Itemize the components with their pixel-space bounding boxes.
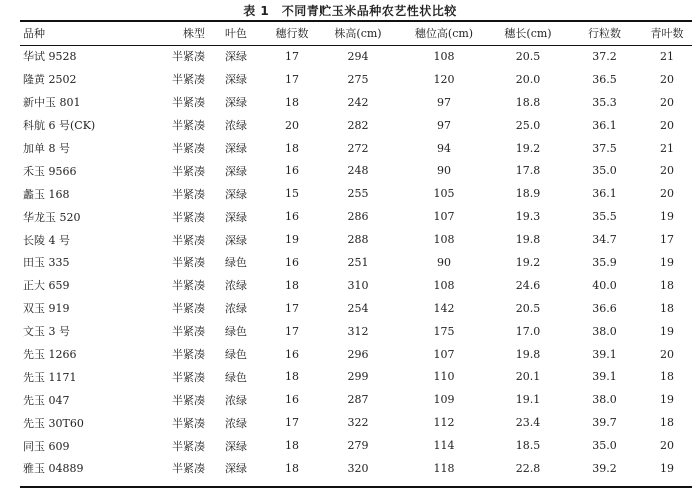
- cell-ear-length: 19.1: [515, 393, 541, 407]
- cell-leaf-color: 浓绿: [225, 119, 247, 133]
- cell-ear-rows: 16: [285, 393, 299, 407]
- cell-variety: 先玉 30T60: [23, 416, 84, 430]
- table-row: [20, 320, 692, 343]
- cell-plant-height: 242: [347, 95, 369, 109]
- cell-green-leaves: 19: [660, 393, 674, 407]
- cell-leaf-color: 深绿: [225, 164, 247, 178]
- cell-leaf-color: 浓绿: [225, 302, 247, 316]
- cell-green-leaves: 20: [660, 439, 674, 453]
- cell-green-leaves: 17: [660, 233, 674, 247]
- cell-ear-length: 19.2: [515, 141, 541, 155]
- cell-kernels-per-row: 39.2: [592, 461, 617, 475]
- cell-ear-rows: 18: [285, 439, 299, 453]
- cell-ear-rows: 17: [285, 49, 299, 63]
- cell-ear-rows: 17: [285, 72, 299, 86]
- cell-plant-type: 半紧凑: [172, 210, 205, 224]
- table-row: [20, 159, 692, 182]
- table-row: [20, 205, 692, 228]
- cell-plant-height: 299: [347, 370, 369, 384]
- cell-ear-length: 18.5: [515, 439, 541, 453]
- cell-plant-type: 半紧凑: [172, 96, 205, 110]
- cell-ear-height: 108: [433, 278, 455, 292]
- cell-kernels-per-row: 35.9: [592, 255, 617, 269]
- cell-leaf-color: 绿色: [225, 256, 247, 270]
- cell-ear-length: 25.0: [515, 118, 541, 132]
- header-ear-rows: 穗行数: [275, 27, 309, 40]
- cell-plant-height: 294: [347, 49, 369, 63]
- cell-ear-length: 20.0: [515, 72, 541, 86]
- cell-ear-rows: 17: [285, 324, 299, 338]
- cell-green-leaves: 20: [660, 187, 674, 201]
- cell-ear-rows: 18: [285, 370, 299, 384]
- table-row: [20, 434, 692, 457]
- cell-kernels-per-row: 40.0: [592, 278, 617, 292]
- table-row: [20, 251, 692, 274]
- cell-plant-type: 半紧凑: [172, 256, 205, 270]
- cell-plant-height: 272: [347, 141, 369, 155]
- cell-ear-rows: 16: [285, 210, 299, 224]
- cell-leaf-color: 深绿: [225, 73, 247, 87]
- cell-ear-rows: 19: [285, 233, 299, 247]
- cell-variety: 田玉 335: [23, 256, 70, 270]
- cell-plant-height: 251: [347, 255, 369, 269]
- cell-leaf-color: 深绿: [225, 210, 247, 224]
- table-row: [20, 137, 692, 160]
- cell-plant-type: 半紧凑: [172, 325, 205, 339]
- table-row: [20, 91, 692, 114]
- cell-plant-height: 322: [347, 416, 369, 430]
- cell-ear-height: 112: [433, 416, 455, 430]
- cell-ear-length: 23.4: [515, 416, 541, 430]
- cell-ear-height: 90: [437, 164, 451, 178]
- cell-ear-height: 114: [433, 439, 455, 453]
- cell-ear-length: 19.3: [515, 210, 541, 224]
- cell-ear-length: 24.6: [515, 278, 541, 292]
- cell-ear-height: 109: [433, 393, 455, 407]
- cell-plant-type: 半紧凑: [172, 462, 205, 476]
- cell-plant-type: 半紧凑: [172, 439, 205, 453]
- cell-leaf-color: 浓绿: [225, 416, 247, 430]
- header-variety: 品种: [23, 27, 45, 40]
- cell-ear-rows: 16: [285, 255, 299, 269]
- cell-leaf-color: 深绿: [225, 439, 247, 453]
- cell-ear-length: 17.8: [515, 164, 541, 178]
- cell-ear-length: 19.8: [515, 233, 541, 247]
- header-ear-height: 穗位高(cm): [414, 27, 474, 40]
- header-row: [20, 21, 692, 45]
- cell-ear-length: 18.8: [515, 95, 541, 109]
- cell-plant-height: 312: [347, 324, 369, 338]
- cell-kernels-per-row: 36.5: [592, 72, 617, 86]
- table-row: [20, 68, 692, 91]
- cell-plant-height: 287: [347, 393, 369, 407]
- cell-ear-length: 17.0: [515, 324, 541, 338]
- table-row: [20, 365, 692, 388]
- cell-green-leaves: 19: [660, 461, 674, 475]
- cell-ear-height: 90: [437, 255, 451, 269]
- cell-variety: 隆黄 2502: [23, 73, 77, 87]
- cell-plant-type: 半紧凑: [172, 73, 205, 87]
- cell-plant-type: 半紧凑: [172, 50, 205, 64]
- cell-kernels-per-row: 35.5: [592, 210, 617, 224]
- cell-kernels-per-row: 37.2: [592, 49, 617, 63]
- cell-variety: 加单 8 号: [23, 142, 70, 155]
- cell-leaf-color: 深绿: [225, 142, 247, 155]
- cell-variety: 先玉 1266: [23, 348, 77, 362]
- cell-plant-height: 296: [347, 347, 369, 361]
- cell-plant-height: 282: [347, 118, 369, 132]
- table-row: [20, 411, 692, 434]
- cell-plant-type: 半紧凑: [172, 348, 205, 362]
- cell-plant-height: 275: [347, 72, 369, 86]
- cell-kernels-per-row: 38.0: [592, 324, 617, 338]
- cell-plant-type: 半紧凑: [172, 119, 205, 133]
- cell-leaf-color: 深绿: [225, 50, 247, 64]
- cell-variety: 先玉 1171: [23, 370, 77, 384]
- cell-leaf-color: 深绿: [225, 96, 247, 110]
- cell-leaf-color: 深绿: [225, 233, 247, 247]
- cell-ear-length: 20.5: [515, 49, 541, 63]
- cell-kernels-per-row: 39.7: [592, 416, 617, 430]
- cell-plant-height: 310: [347, 278, 369, 292]
- cell-ear-height: 97: [437, 118, 451, 132]
- header-green-leaves: 青叶数: [650, 27, 684, 40]
- cell-ear-height: 107: [433, 210, 455, 224]
- cell-ear-rows: 16: [285, 347, 299, 361]
- header-plant-height: 株高(cm): [334, 27, 382, 40]
- cell-kernels-per-row: 39.1: [592, 370, 617, 384]
- cell-plant-type: 半紧凑: [172, 187, 205, 201]
- cell-green-leaves: 21: [660, 49, 674, 63]
- cell-plant-type: 半紧凑: [172, 279, 205, 293]
- cell-ear-length: 19.8: [515, 347, 541, 361]
- cell-plant-type: 半紧凑: [172, 302, 205, 316]
- cell-ear-rows: 18: [285, 95, 299, 109]
- cell-variety: 华试 9528: [23, 50, 77, 64]
- cell-green-leaves: 18: [660, 370, 674, 384]
- header-plant-type: 株型: [183, 27, 205, 40]
- cell-leaf-color: 浓绿: [225, 279, 247, 293]
- cell-ear-height: 175: [433, 324, 455, 338]
- cell-ear-rows: 18: [285, 278, 299, 292]
- cell-ear-length: 20.1: [515, 370, 541, 384]
- cell-variety: 新中玉 801: [23, 96, 81, 110]
- cell-ear-height: 108: [433, 49, 455, 63]
- cell-plant-height: 279: [347, 439, 369, 453]
- cell-ear-length: 19.2: [515, 255, 541, 269]
- cell-kernels-per-row: 35.0: [592, 164, 617, 178]
- cell-plant-height: 254: [347, 301, 369, 315]
- cell-green-leaves: 18: [660, 301, 674, 315]
- cell-plant-type: 半紧凑: [172, 370, 205, 384]
- cell-ear-height: 105: [433, 187, 455, 201]
- cell-green-leaves: 19: [660, 255, 674, 269]
- cell-green-leaves: 20: [660, 164, 674, 178]
- cell-green-leaves: 18: [660, 416, 674, 430]
- data-table: [20, 21, 692, 480]
- cell-leaf-color: 绿色: [225, 325, 247, 339]
- cell-leaf-color: 绿色: [225, 348, 247, 362]
- cell-ear-rows: 17: [285, 301, 299, 315]
- table-title: 表 1 不同青贮玉米品种农艺性状比较: [243, 4, 457, 18]
- cell-variety: 蠡玉 168: [23, 187, 70, 201]
- cell-plant-type: 半紧凑: [172, 142, 205, 155]
- table-row: [20, 457, 692, 480]
- cell-ear-height: 108: [433, 233, 455, 247]
- cell-green-leaves: 20: [660, 72, 674, 86]
- cell-ear-rows: 15: [285, 187, 299, 201]
- cell-ear-rows: 16: [285, 164, 299, 178]
- cell-green-leaves: 20: [660, 347, 674, 361]
- cell-ear-height: 120: [433, 72, 455, 86]
- cell-ear-rows: 20: [285, 118, 299, 132]
- cell-kernels-per-row: 36.1: [592, 118, 617, 132]
- cell-green-leaves: 19: [660, 324, 674, 338]
- cell-green-leaves: 20: [660, 95, 674, 109]
- header-kernels-per-row: 行粒数: [588, 27, 621, 40]
- cell-ear-rows: 18: [285, 141, 299, 155]
- cell-ear-height: 142: [433, 301, 455, 315]
- cell-leaf-color: 浓绿: [225, 393, 247, 407]
- table-row: [20, 228, 692, 251]
- table-body: [20, 45, 692, 480]
- cell-ear-length: 18.9: [515, 187, 541, 201]
- cell-green-leaves: 20: [660, 118, 674, 132]
- cell-ear-length: 20.5: [515, 301, 541, 315]
- cell-green-leaves: 19: [660, 210, 674, 224]
- cell-plant-height: 320: [347, 461, 369, 475]
- bottom-rule: [20, 486, 692, 488]
- cell-ear-height: 110: [433, 370, 455, 384]
- table-row: [20, 45, 692, 68]
- cell-kernels-per-row: 38.0: [592, 393, 617, 407]
- table-row: [20, 297, 692, 320]
- cell-ear-height: 107: [433, 347, 455, 361]
- cell-plant-type: 半紧凑: [172, 416, 205, 430]
- cell-kernels-per-row: 35.3: [592, 95, 617, 109]
- cell-kernels-per-row: 37.5: [592, 141, 617, 155]
- cell-ear-height: 118: [433, 461, 455, 475]
- cell-ear-rows: 18: [285, 461, 299, 475]
- table-row: [20, 388, 692, 411]
- header-ear-length: 穗长(cm): [504, 27, 552, 40]
- cell-variety: 禾玉 9566: [23, 164, 77, 178]
- cell-plant-height: 248: [347, 164, 369, 178]
- table-row: [20, 114, 692, 137]
- cell-leaf-color: 深绿: [225, 462, 247, 476]
- cell-ear-height: 94: [437, 141, 451, 155]
- cell-variety: 雅玉 04889: [23, 462, 84, 476]
- cell-variety: 科航 6 号(CK): [23, 119, 96, 133]
- table-row: [20, 274, 692, 297]
- cell-ear-height: 97: [437, 95, 451, 109]
- cell-plant-type: 半紧凑: [172, 233, 205, 247]
- cell-variety: 先玉 047: [23, 393, 70, 407]
- cell-variety: 同玉 609: [23, 439, 70, 453]
- cell-ear-length: 22.8: [515, 461, 541, 475]
- cell-variety: 文玉 3 号: [23, 325, 70, 339]
- cell-leaf-color: 深绿: [225, 187, 247, 201]
- cell-kernels-per-row: 34.7: [592, 233, 617, 247]
- cell-variety: 双玉 919: [23, 302, 70, 316]
- cell-green-leaves: 21: [660, 141, 674, 155]
- cell-plant-height: 288: [347, 233, 369, 247]
- cell-leaf-color: 绿色: [225, 370, 247, 384]
- cell-kernels-per-row: 36.1: [592, 187, 617, 201]
- cell-kernels-per-row: 35.0: [592, 439, 617, 453]
- cell-variety: 华龙玉 520: [23, 210, 81, 224]
- cell-kernels-per-row: 39.1: [592, 347, 617, 361]
- cell-kernels-per-row: 36.6: [592, 301, 617, 315]
- header-leaf-color: 叶色: [225, 27, 247, 40]
- cell-plant-type: 半紧凑: [172, 393, 205, 407]
- cell-variety: 正大 659: [23, 279, 70, 293]
- cell-plant-height: 286: [347, 210, 369, 224]
- cell-plant-type: 半紧凑: [172, 164, 205, 178]
- cell-plant-height: 255: [347, 187, 369, 201]
- cell-green-leaves: 18: [660, 278, 674, 292]
- cell-variety: 长陵 4 号: [23, 233, 70, 247]
- table-row: [20, 182, 692, 205]
- table-row: [20, 343, 692, 366]
- cell-ear-rows: 17: [285, 416, 299, 430]
